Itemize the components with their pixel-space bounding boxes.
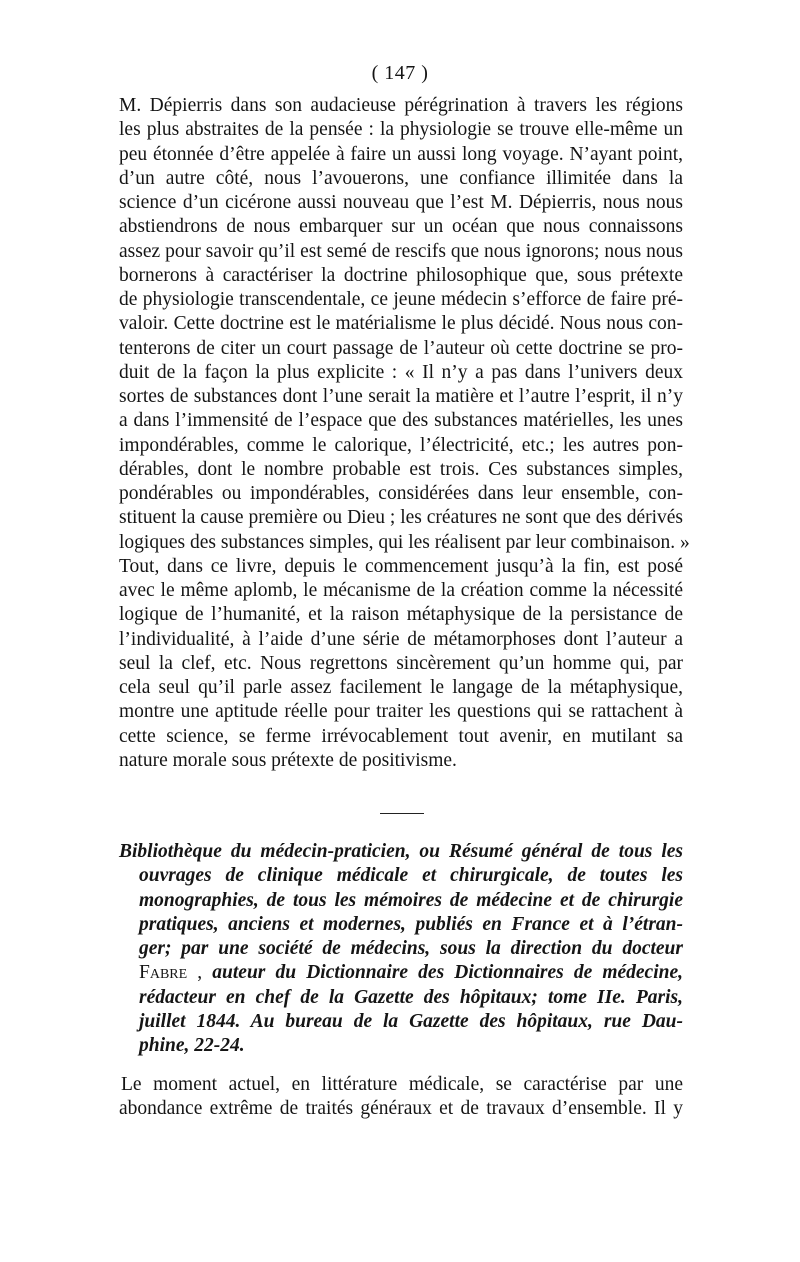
text-line: duit de la façon la plus explicite : « Il n’y a pas dans l’univers deux xyxy=(119,361,683,383)
text-line: abstiendrons de nous embarquer sur un océan que nous connaissons xyxy=(119,216,683,238)
text-line: peu étonnée d’être appelée à faire un aussi long voyage. N’ayant point, xyxy=(119,143,683,165)
text-line: logique de l’humanité, et la raison métaphysique de la persistance de xyxy=(119,604,683,626)
text-line: impondérables, comme le calorique, l’électricité, etc.; les autres pon- xyxy=(119,434,683,456)
review-line-with-author xyxy=(139,961,683,985)
text-line: montre une aptitude réelle pour traiter les questions qui se rattachent à xyxy=(119,701,683,723)
text-line: science d’un cicérone aussi nouveau que l’est M. Dépierris, nous nous xyxy=(119,192,683,213)
text-line: abondance extrême de traités généraux et de travaux d’ensemble. Il y xyxy=(119,1098,683,1120)
text-line: stituent la cause première ou Dieu ; les créatures ne sont que des dérivés xyxy=(119,507,683,529)
text-line: valoir. Cette doctrine est le matérialisme le plus décidé. Nous nous con- xyxy=(119,313,683,335)
text-line: les plus abstraites de la pensée : la physiologie se trouve elle-même un xyxy=(119,119,683,141)
text-line: avec le même aplomb, le mécanisme de la création comme la nécessité xyxy=(119,580,683,601)
text-line: bornerons à caractériser la doctrine philosophique que, sous prétexte xyxy=(119,264,683,286)
text-line: M. Dépierris dans son audacieuse pérégrination à travers les régions xyxy=(119,95,683,116)
text-line: l’individualité, à l’aide d’une série de métamorphoses dont l’auteur a xyxy=(119,628,683,650)
review-line: monographies, de tous les mémoires de médecine et de chirurgie xyxy=(139,889,683,911)
text-line: seul la clef, etc. Nous regrettons sincèrement qu’un homme qui, par xyxy=(119,652,683,674)
text-line: cela seul qu’il parle assez facilement le langage de la métaphysique, xyxy=(119,677,683,698)
review-line: juillet 1844. Au bureau de la Gazette des hôpitaux, rue Dau- xyxy=(139,1011,683,1033)
text-line: pondérables ou impondérables, considérées dans leur ensemble, con- xyxy=(119,483,683,504)
closing-paragraph xyxy=(119,1073,683,1122)
review-line: pratiques, anciens et modernes, publiés en France et à l’étran- xyxy=(139,913,683,935)
main-paragraph xyxy=(119,94,690,773)
text-line: de physiologie transcendentale, ce jeune médecin s’efforce de faire pré- xyxy=(119,289,683,310)
section-separator xyxy=(380,813,424,814)
text-line: Tout, dans ce livre, depuis le commencement jusqu’à la fin, est posé xyxy=(119,555,683,577)
review-line: Bibliothèque du médecin-praticien, ou Résumé général de tous les xyxy=(119,841,683,862)
text-line: a dans l’immensité de l’espace que des substances matérielles, les unes xyxy=(119,410,683,432)
review-line: phine, 22-24. xyxy=(139,1035,245,1057)
text-line: d’un autre côté, nous l’avouerons, une confiance illimitée dans la xyxy=(119,167,683,189)
review-line: ger; par une société de médecins, sous la direction du docteur xyxy=(139,938,683,960)
author-name: Fabre , xyxy=(139,962,203,984)
text-line: Le moment actuel, en littérature médicale, se caractérise par une xyxy=(121,1074,683,1095)
review-line: rédacteur en chef de la Gazette des hôpitaux; tome IIe. Paris, xyxy=(139,986,683,1008)
review-line-text: auteur du Dictionnaire des Dictionnaires de médecine, xyxy=(212,962,684,984)
text-line: dérables, dont le nombre probable est trois. Ces substances simples, xyxy=(119,458,683,480)
text-line: nature morale sous prétexte de positivisme. xyxy=(119,749,457,771)
text-line: cette science, se ferme irrévocablement tout avenir, en mutilant sa xyxy=(119,725,683,747)
page-number: ( 147 ) xyxy=(371,62,429,84)
text-line: tenterons de citer un court passage de l’auteur où cette doctrine se pro- xyxy=(119,337,683,359)
text-line: logiques des substances simples, qui les réalisent par leur combinaison. » xyxy=(119,531,690,553)
text-line: sortes de substances dont l’une serait la matière et l’autre l’esprit, il n’y xyxy=(119,386,683,407)
text-line: assez pour savoir qu’il est semé de rescifs que nous ignorons; nous nous xyxy=(119,240,683,262)
review-line: ouvrages de clinique médicale et chirurgicale, de toutes les xyxy=(139,865,683,887)
review-heading xyxy=(119,840,683,1059)
